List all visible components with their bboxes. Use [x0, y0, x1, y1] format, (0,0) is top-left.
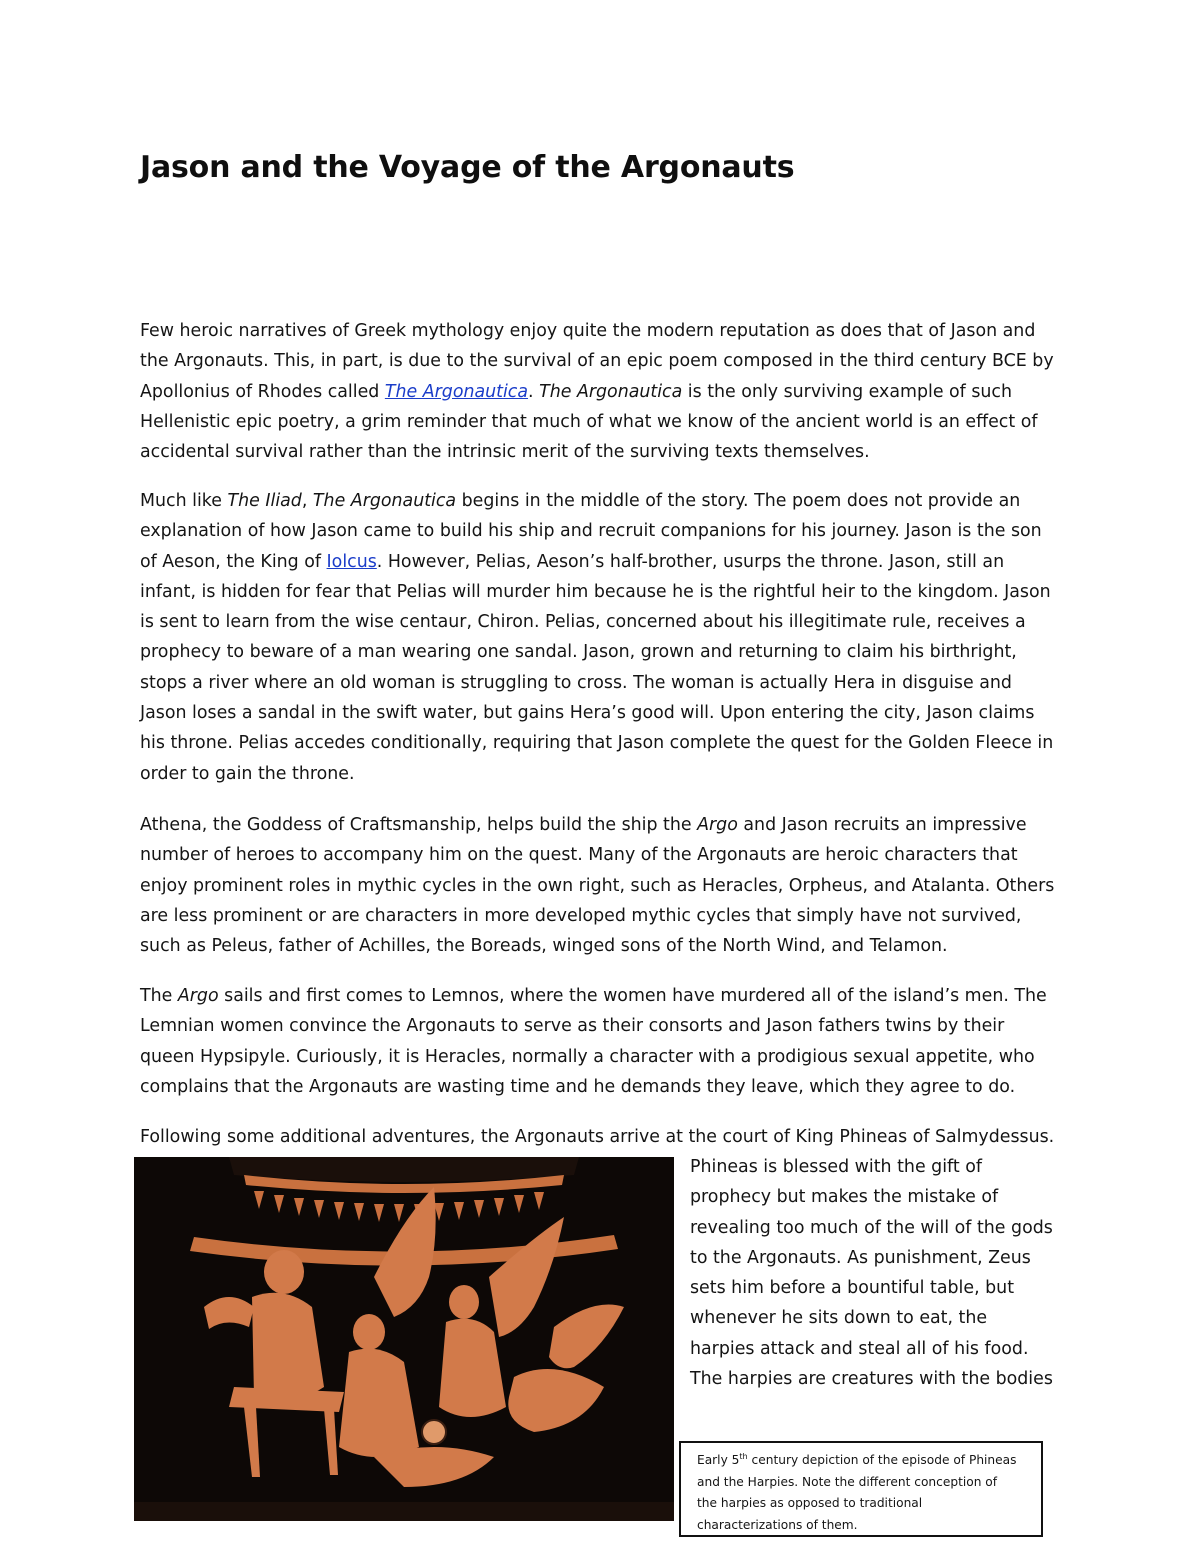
text-line: of Aeson, the King of Iolcus. However, Pelias, Aeson’s half-brother, usurps the throne. Jason, still an [140, 551, 1005, 572]
text-line: order to gain the throne. [140, 763, 355, 784]
text-line: Following some additional adventures, the Argonauts arrive at the court of King Phineas of Salmydessus. [140, 1127, 1055, 1147]
text-line: The Argo sails and first comes to Lemnos, where the women have murdered all of the island’s men. The [140, 986, 1047, 1006]
text-line: revealing too much of the will of the gods [690, 1217, 1053, 1238]
paragraph-phineas-continued [690, 1152, 1090, 1394]
paragraph-phineas [140, 1122, 1080, 1152]
paragraph-lemnos [140, 981, 1080, 1102]
text-line: is sent to learn from the wise centaur, Chiron. Pelias, concerned about his illegitimate rule, receives a [140, 612, 1026, 633]
page-title: Jason and the Voyage of the Argonauts [140, 150, 795, 185]
text-line: Hellenistic epic poetry, a grim reminder that much of what we know of the ancient world is an effect of [140, 411, 1038, 432]
caption-line: the harpies as opposed to traditional [697, 1496, 923, 1510]
text-line: stops a river where an old woman is struggling to cross. The woman is actually Hera in disguise and [140, 672, 1012, 693]
text-line: Much like The Iliad, The Argonautica begins in the middle of the story. The poem does not provide an [140, 491, 1021, 511]
text-line: Lemnian women convince the Argonauts to serve as their consorts and Jason fathers twins by their [140, 1016, 1005, 1037]
iolcus-link[interactable]: Iolcus [326, 551, 377, 572]
paragraph-intro [140, 316, 1080, 467]
text-line: accidental survival rather than the intrinsic merit of the surviving texts themselves. [140, 442, 870, 463]
text-line: explanation of how Jason came to build his ship and recruit companions for his journey. Jason is the son [140, 521, 1042, 542]
caption-line: Early 5th century depiction of the episode of Phineas [697, 1451, 1017, 1467]
text-line: Apollonius of Rhodes called The Argonautica. The Argonautica is the only surviving example of such [140, 381, 1012, 402]
text-line: complains that the Argonauts are wasting time and he demands they leave, which they agree to do. [140, 1076, 1016, 1097]
text-line: whenever he sits down to eat, the [690, 1308, 988, 1329]
text-line: Phineas is blessed with the gift of [690, 1157, 982, 1177]
text-line: his throne. Pelias accedes conditionally, requiring that Jason complete the quest for the Golden Fleece in [140, 733, 1054, 754]
text-line: prophecy to beware of a man wearing one sandal. Jason, grown and returning to claim his birthright, [140, 642, 1017, 663]
text-line: are less prominent or are characters in more developed mythic cycles that simply have not survived, [140, 905, 1022, 926]
text-line: Athena, the Goddess of Craftsmanship, helps build the ship the Argo and Jason recruits an impressive [140, 815, 1027, 835]
paragraph-background [140, 486, 1080, 789]
vase-painting-image [134, 1157, 674, 1521]
text-line: sets him before a bountiful table, but [690, 1278, 1015, 1299]
text-line: The harpies are creatures with the bodies [690, 1369, 1053, 1390]
argonautica-link[interactable]: The Argonautica [384, 381, 529, 402]
text-line: enjoy prominent roles in mythic cycles in the own right, such as Heracles, Orpheus, and Atalanta. Others [140, 875, 1055, 896]
image-caption-box [679, 1441, 1043, 1537]
text-line: prophecy but makes the mistake of [690, 1187, 999, 1208]
caption-line: characterizations of them. [697, 1517, 858, 1532]
text-line: the Argonauts. This, in part, is due to the survival of an epic poem composed in the third century BCE by [140, 351, 1054, 372]
text-line: such as Peleus, father of Achilles, the Boreads, winged sons of the North Wind, and Telamon. [140, 936, 948, 957]
text-line: Few heroic narratives of Greek mythology enjoy quite the modern reputation as does that of Jason and [140, 321, 1036, 341]
text-line: harpies attack and steal all of his food. [690, 1338, 1029, 1359]
text-line: infant, is hidden for fear that Pelias will murder him because he is the rightful heir to the kingdom. Jason [140, 581, 1051, 602]
text-line: Jason loses a sandal in the swift water, but gains Hera’s good will. Upon entering the city, Jason claims [140, 703, 1035, 724]
vase-illustration [134, 1157, 674, 1521]
caption-line: and the Harpies. Note the different conception of [697, 1474, 998, 1489]
text-line: queen Hypsipyle. Curiously, it is Heracles, normally a character with a prodigious sexual appetite, who [140, 1046, 1035, 1067]
text-line: to the Argonauts. As punishment, Zeus [690, 1247, 1031, 1268]
text-line: number of heroes to accompany him on the quest. Many of the Argonauts are heroic characters that [140, 845, 1018, 866]
paragraph-argonauts [140, 810, 1080, 961]
